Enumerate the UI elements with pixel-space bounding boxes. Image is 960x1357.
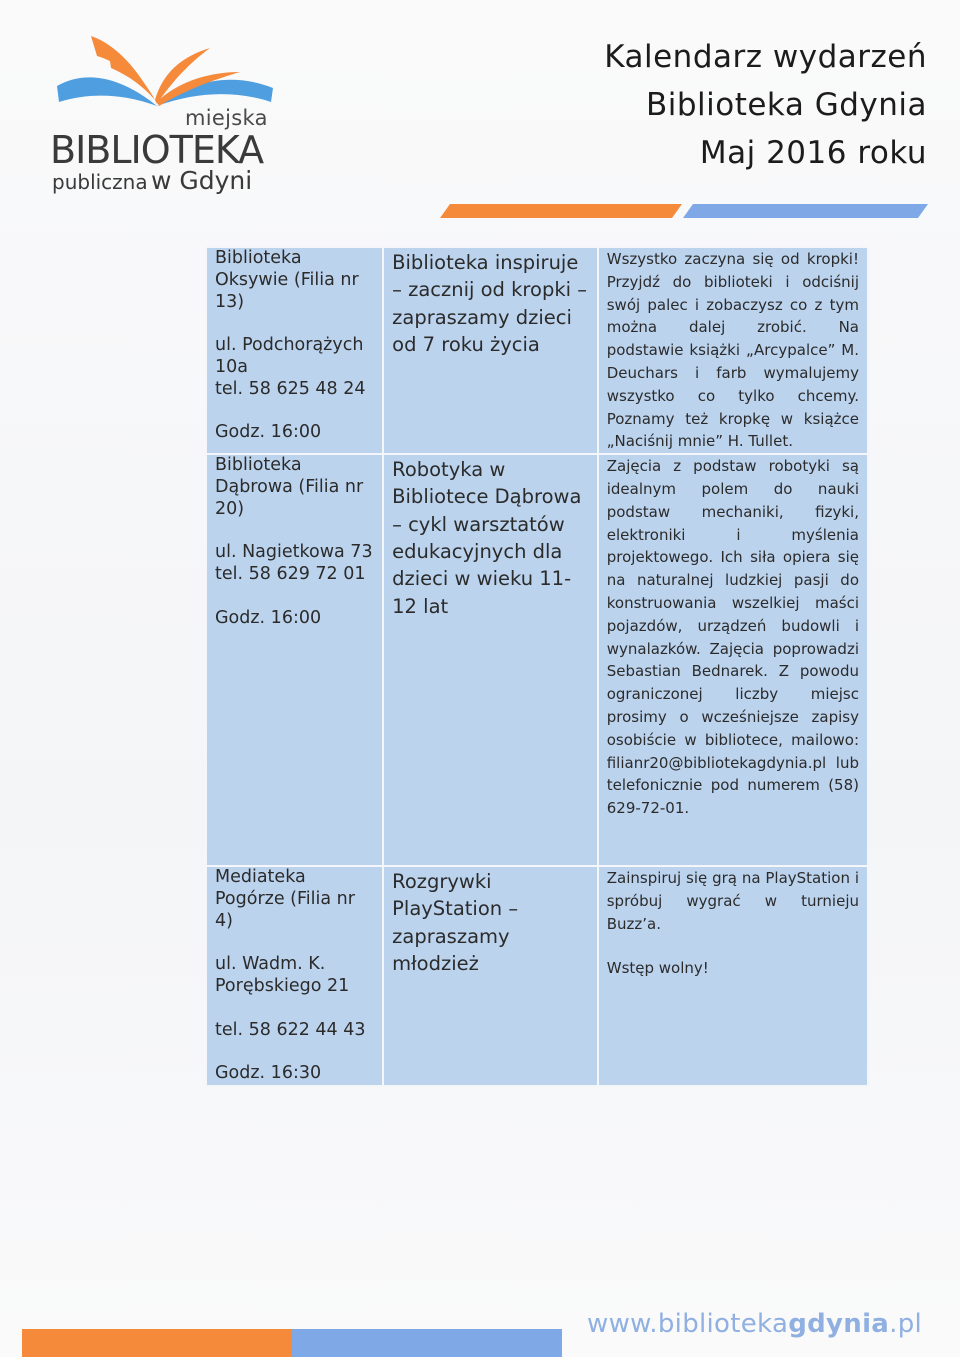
logo-text-w-gdyni: w Gdyni <box>151 166 253 195</box>
event-description: Zajęcia z podstaw robotyki są idealnym polem do nauki podstaw mechaniki, fizyki, elektroniki i myślenia projektowego. Ich siła opiera się na naturalnej ludzkiej pasji do konstruowania wszelkiej maści pojazdów, urządzeń budowli i wynalazków. Zajęcia poprowadzi Sebastian Bednarek. Z powodu ograniczonej liczby miejsc prosimy o wcześniejsze zapisy osobiście w bibliotece, mailowo: filianr20@bibliotekagdynia.pl lub telefonicznie pod numerem (58) 629-72-01. <box>606 457 859 818</box>
place-name: Mediateka Pogórze (Filia nr 4) <box>215 867 355 931</box>
event-time: Godz. 16:30 <box>215 1063 322 1084</box>
place-phone: tel. 58 629 72 01 <box>215 564 366 585</box>
event-title-cell <box>383 247 598 454</box>
event-description: Wszystko zaczyna się od kropki! Przyjdź do biblioteki i odciśnij swój palec i zobaczysz co z tym można dalej zrobić. Na podstawie książki „Arcypalce” M. Deuchars i farb wymalujemy wszystko co tylko chcemy. Poznamy też kropkę w książce „Naciśnij mnie” H. Tullet. <box>606 250 859 451</box>
page-header <box>604 33 927 177</box>
place-address: ul. Nagietkowa 73 <box>215 542 373 563</box>
event-title: Biblioteka inspiruje – zacznij od kropki – zapraszamy dzieci od 7 roku życia <box>392 251 587 356</box>
event-description-cell <box>598 247 868 454</box>
blue-stripe-top <box>683 204 928 218</box>
event-title-cell <box>383 866 598 1086</box>
header-library: Biblioteka Gdynia <box>645 87 927 123</box>
place-address: ul. Wadm. K. Porębskiego 21 <box>215 954 350 997</box>
event-time: Godz. 16:00 <box>215 422 322 443</box>
footer-url-prefix: www.biblioteka <box>587 1309 789 1339</box>
event-time: Godz. 16:00 <box>215 607 322 628</box>
event-title: Robotyka w Bibliotece Dąbrowa – cykl warsztatów edukacyjnych dla dzieci w wieku 11-12 lat <box>392 458 582 618</box>
logo-text-miejska: miejska <box>185 106 268 130</box>
event-row <box>206 866 868 1086</box>
event-row <box>206 454 868 866</box>
events-table <box>205 246 869 1087</box>
place-phone: tel. 58 625 48 24 <box>215 378 366 399</box>
library-logo <box>45 28 275 203</box>
event-place-cell <box>206 866 383 1086</box>
footer-website-link[interactable] <box>587 1309 922 1339</box>
event-row <box>206 247 868 454</box>
header-title: Kalendarz wydarzeń <box>604 39 927 75</box>
place-phone: tel. 58 622 44 43 <box>215 1019 366 1040</box>
footer-url-suffix: .pl <box>889 1309 923 1339</box>
logo-text-biblioteka: BIBLIOTEKA <box>50 128 264 172</box>
event-place-cell <box>206 247 383 454</box>
place-name: Biblioteka Dąbrowa (Filia nr 20) <box>215 455 364 519</box>
event-place-cell <box>206 454 383 866</box>
logo-text-publiczna: publiczna <box>52 170 148 194</box>
footer-url-bold: gdynia <box>788 1309 890 1339</box>
place-address: ul. Podchorążych 10a <box>215 335 364 377</box>
header-month: Maj 2016 roku <box>699 135 927 171</box>
event-title-cell <box>383 454 598 866</box>
orange-stripe-bottom <box>22 1329 292 1357</box>
event-description: Zainspiruj się grą na PlayStation i spróbuj wygrać w turnieju Buzz’a. <box>606 869 859 933</box>
blue-stripe-bottom <box>292 1329 562 1357</box>
orange-stripe-top <box>440 204 682 218</box>
event-description-cell <box>598 454 868 866</box>
event-description-cell <box>598 866 868 1086</box>
place-name: Biblioteka Oksywie (Filia nr 13) <box>215 248 359 312</box>
event-entry-note: Wstęp wolny! <box>606 959 709 978</box>
event-title: Rozgrywki PlayStation – zapraszamy młodzież <box>392 870 519 976</box>
